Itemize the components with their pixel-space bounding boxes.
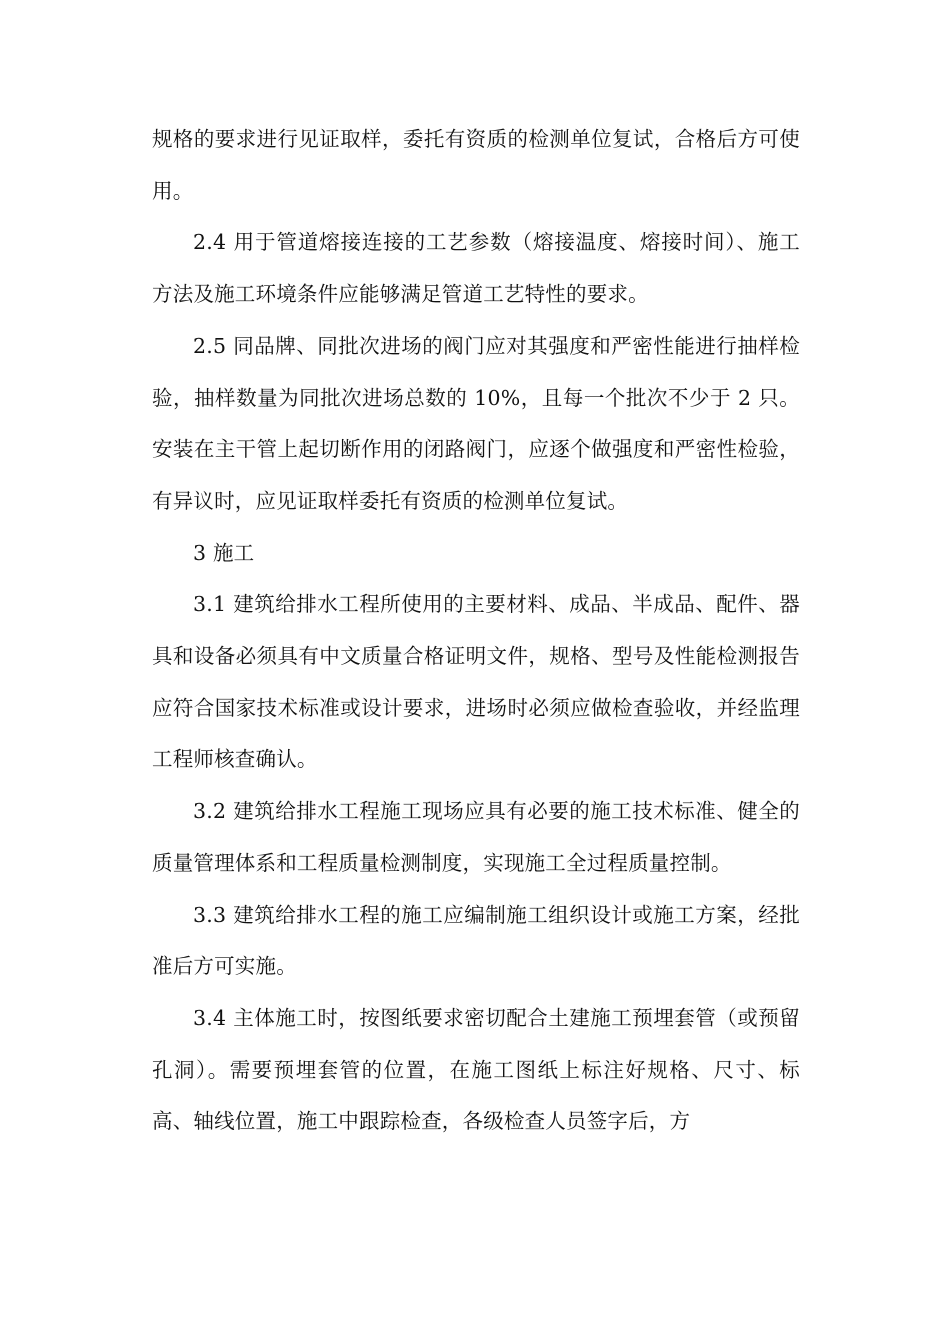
document-body [152, 114, 800, 1148]
paragraph-3-2: 3.2 建筑给排水工程施工现场应具有必要的施工技术标准、健全的质量管理体系和工程质量检测制度，实现施工全过程质量控制。 [152, 799, 800, 875]
section-heading-3: 3 施工 [193, 540, 255, 565]
paragraph-2-5: 2.5 同品牌、同批次进场的阀门应对其强度和严密性能进行抽样检验，抽样数量为同批次进场总数的 10%，且每一个批次不少于 2 只。安装在主干管上起切断作用的闭路阀门，应逐个做强度和严密性检验，有异议时，应见证取样委托有资质的检测单位复试。 [152, 333, 800, 513]
paragraph-continuation: 规格的要求进行见证取样，委托有资质的检测单位复试，合格后方可使用。 [152, 127, 800, 203]
paragraph-3-4: 3.4 主体施工时，按图纸要求密切配合土建施工预埋套管（或预留孔洞）。需要预埋套管的位置，在施工图纸上标注好规格、尺寸、标高、轴线位置，施工中跟踪检查，各级检查人员签字后，方 [152, 1005, 800, 1134]
paragraph-3-1: 3.1 建筑给排水工程所使用的主要材料、成品、半成品、配件、器具和设备必须具有中文质量合格证明文件，规格、型号及性能检测报告应符合国家技术标准或设计要求，进场时必须应做检查验收，并经监理工程师核查确认。 [152, 592, 800, 772]
paragraph-3-3: 3.3 建筑给排水工程的施工应编制施工组织设计或施工方案，经批准后方可实施。 [152, 902, 800, 979]
paragraph-2-4: 2.4 用于管道熔接连接的工艺参数（熔接温度、熔接时间）、施工方法及施工环境条件应能够满足管道工艺特性的要求。 [152, 230, 800, 307]
